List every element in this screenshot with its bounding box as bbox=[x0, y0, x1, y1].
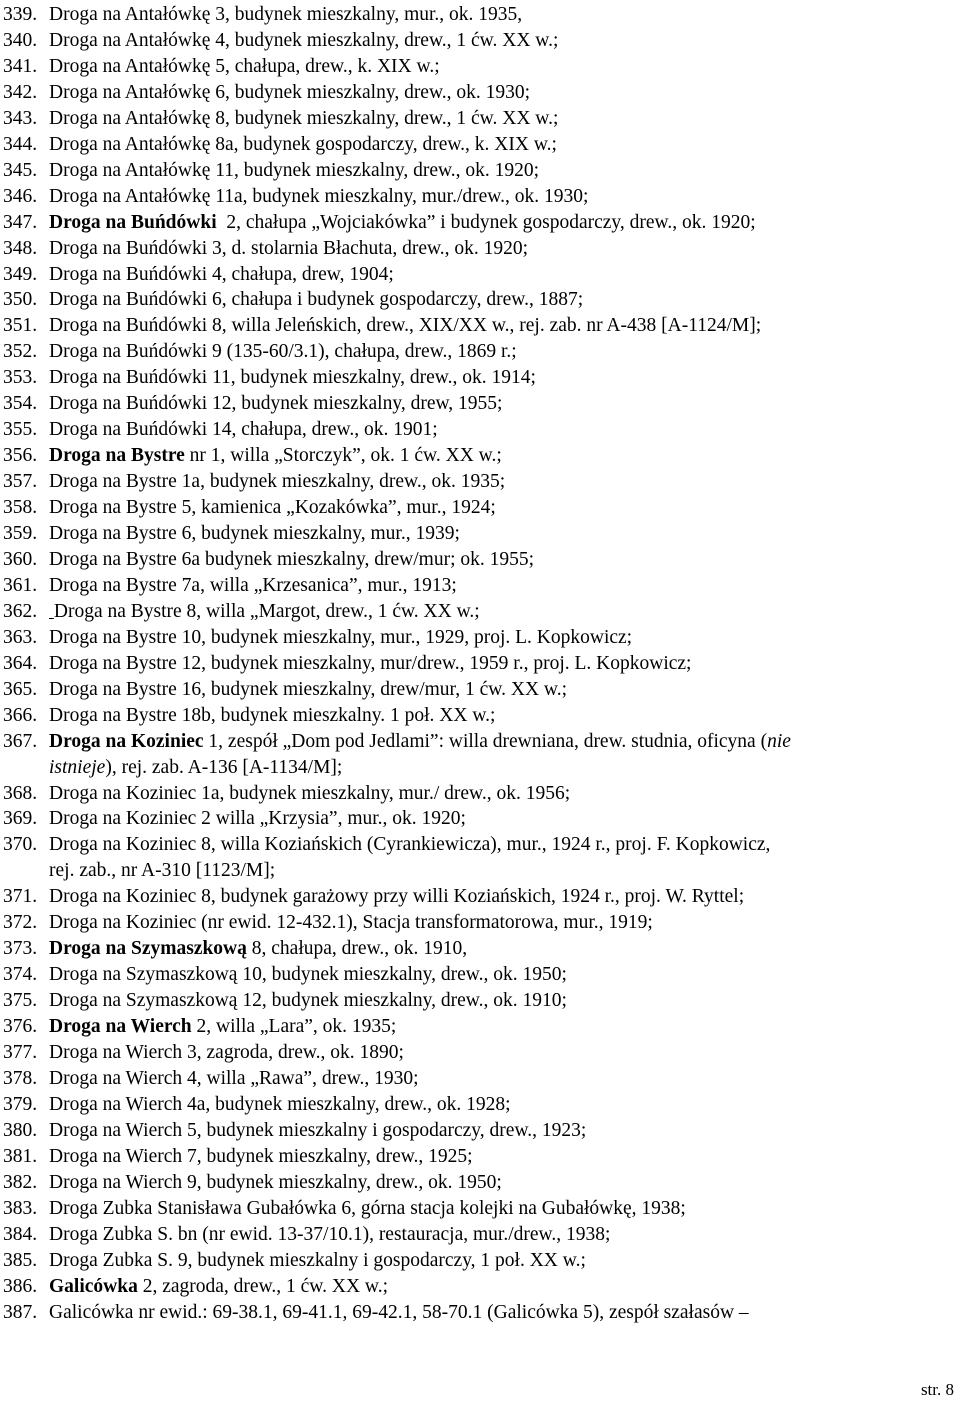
item-fragment: Droga na Buńdówki 8, willa Jeleńskich, drew., XIX/XX w., rej. zab. nr A-438 [A-1124/M]; bbox=[49, 315, 762, 337]
item-text bbox=[49, 80, 530, 106]
list-item bbox=[3, 651, 953, 677]
list-item bbox=[3, 599, 953, 625]
item-fragment: 8, chałupa, drew., ok. 1910, bbox=[246, 938, 468, 960]
item-fragment: Droga na Bystre 6, budynek mieszkalny, mur., 1939; bbox=[49, 523, 460, 544]
list-item bbox=[3, 832, 953, 858]
list-item bbox=[3, 806, 953, 832]
list-item bbox=[3, 495, 953, 521]
list-item bbox=[3, 1170, 953, 1196]
item-text bbox=[49, 755, 342, 781]
item-number: 377. bbox=[3, 1042, 38, 1063]
item-emphasis: nie bbox=[767, 730, 791, 752]
item-number: 378. bbox=[3, 1067, 38, 1089]
item-number: 341. bbox=[3, 55, 38, 77]
item-text bbox=[49, 313, 761, 339]
item-number: 357. bbox=[3, 471, 38, 493]
item-text bbox=[49, 1196, 686, 1222]
item-fragment: Droga na Antałówkę 4, budynek mieszkalny, drew., 1 ćw. XX w.; bbox=[49, 29, 559, 51]
list-item bbox=[3, 106, 953, 132]
item-text bbox=[49, 521, 460, 547]
item-number: 384. bbox=[3, 1223, 38, 1245]
item-number: 361. bbox=[3, 574, 38, 596]
item-text bbox=[49, 2, 522, 28]
item-number: 355. bbox=[3, 419, 38, 441]
item-number: 386. bbox=[3, 1275, 38, 1297]
item-text bbox=[49, 962, 567, 988]
item-fragment: Droga na Buńdówki 9 (135-60/3.1), chałupa, drew., 1869 r.; bbox=[49, 341, 517, 363]
item-number: 363. bbox=[3, 626, 38, 648]
list-item bbox=[3, 1118, 953, 1144]
item-text bbox=[49, 391, 502, 417]
item-number: 379. bbox=[3, 1093, 38, 1115]
item-text bbox=[49, 599, 480, 625]
item-fragment: Droga na Bystre 7a, willa „Krzesanica”, mur., 1913; bbox=[49, 574, 457, 596]
item-fragment: Droga na Antałówkę 8a, budynek gospodarczy, drew., k. XIX w.; bbox=[49, 133, 557, 155]
item-fragment: Droga na Bystre 12, budynek mieszkalny, mur/drew., 1959 r., proj. L. Kopkowicz; bbox=[49, 652, 692, 674]
list-item bbox=[3, 547, 953, 573]
item-number: 360. bbox=[3, 548, 38, 570]
item-number: 345. bbox=[3, 159, 38, 181]
item-text bbox=[49, 651, 691, 677]
list-item bbox=[3, 313, 953, 339]
item-number: 381. bbox=[3, 1145, 38, 1167]
item-fragment: Droga na Bystre 5, kamienica „Kozakówka”, mur., 1924; bbox=[49, 497, 496, 519]
list-item bbox=[3, 184, 953, 210]
item-number: 372. bbox=[3, 912, 38, 934]
item-text bbox=[49, 729, 791, 755]
list-item bbox=[3, 988, 953, 1014]
item-heading: Droga na Koziniec bbox=[49, 730, 204, 752]
item-fragment: Droga na Bystre 1a, budynek mieszkalny, drew., ok. 1935; bbox=[49, 471, 506, 493]
item-fragment: Droga na Buńdówki 3, d. stolarnia Błachuta, drew., ok. 1920; bbox=[49, 237, 529, 259]
item-fragment: Droga Zubka S. 9, budynek mieszkalny i gospodarczy, 1 poł. XX w.; bbox=[49, 1249, 586, 1271]
item-fragment: ), rej. zab. A-136 [A-1134/M]; bbox=[105, 756, 343, 778]
item-heading: Droga na Bystre bbox=[49, 445, 185, 467]
item-fragment: Droga na Wierch 9, budynek mieszkalny, drew., ok. 1950; bbox=[49, 1171, 502, 1193]
item-fragment: Droga na Buńdówki 12, budynek mieszkalny, drew, 1955; bbox=[49, 393, 503, 415]
list-item bbox=[3, 1274, 953, 1300]
list-item bbox=[3, 729, 953, 755]
item-fragment: Droga na Szymaszkową 12, budynek mieszkalny, drew., ok. 1910; bbox=[49, 990, 567, 1012]
item-number: 358. bbox=[3, 497, 38, 519]
list-item bbox=[3, 210, 953, 236]
item-fragment: rej. zab., nr A-310 [1123/M]; bbox=[49, 860, 276, 882]
item-text bbox=[49, 936, 467, 962]
item-text bbox=[49, 1144, 473, 1170]
item-fragment: Droga na Koziniec 8, budynek garażowy przy willi Koziańskich, 1924 r., proj. W. Ryttel; bbox=[49, 886, 745, 908]
list-item bbox=[3, 910, 953, 936]
item-fragment: Droga na Koziniec (nr ewid. 12-432.1), Stacja transformatorowa, mur., 1919; bbox=[49, 912, 653, 934]
item-fragment: Galicówka nr ewid.: 69-38.1, 69-41.1, 69-42.1, 58-70.1 (Galicówka 5), zespół szałasów – bbox=[49, 1301, 749, 1323]
item-number: 351. bbox=[3, 315, 38, 337]
item-text bbox=[49, 236, 528, 262]
list-item bbox=[3, 262, 953, 288]
item-fragment: Droga na Koziniec 1a, budynek mieszkalny, mur./ drew., ok. 1956; bbox=[49, 782, 571, 804]
item-number: 342. bbox=[3, 81, 38, 103]
item-text bbox=[49, 417, 438, 443]
item-text bbox=[49, 365, 536, 391]
item-fragment: 2, chałupa „Wojciakówka” i budynek gospodarczy, drew., ok. 1920; bbox=[216, 211, 756, 233]
item-fragment: Droga na Bystre 18b, budynek mieszkalny. 1 poł. XX w.; bbox=[49, 704, 496, 726]
item-fragment: Droga na Buńdówki 6, chałupa i budynek gospodarczy, drew., 1887; bbox=[49, 289, 584, 311]
item-fragment: Droga na Antałówkę 5, chałupa, drew., k. XIX w.; bbox=[49, 55, 440, 77]
item-fragment: Droga na Koziniec 8, willa Koziańskich (Cyrankiewicza), mur., 1924 r., proj. F. Kopkowicz, bbox=[49, 834, 771, 856]
item-text bbox=[49, 1274, 388, 1300]
item-fragment: Droga na Bystre 6a budynek mieszkalny, drew/mur; ok. 1955; bbox=[49, 548, 535, 570]
list-item bbox=[3, 391, 953, 417]
item-text bbox=[49, 1092, 511, 1118]
list-item bbox=[3, 443, 953, 469]
item-text bbox=[49, 262, 394, 288]
item-text bbox=[49, 547, 534, 573]
list-item bbox=[3, 1196, 953, 1222]
list-item bbox=[3, 132, 953, 158]
item-text bbox=[49, 469, 505, 495]
item-number: 366. bbox=[3, 704, 38, 726]
item-heading: Droga na Wierch bbox=[49, 1016, 192, 1038]
list-item bbox=[3, 80, 953, 106]
item-text bbox=[49, 1118, 586, 1144]
item-number: 387. bbox=[3, 1301, 38, 1323]
list-item bbox=[3, 703, 953, 729]
list-item bbox=[3, 781, 953, 807]
item-number: 370. bbox=[3, 834, 38, 856]
item-text bbox=[49, 573, 457, 599]
list-item bbox=[3, 521, 953, 547]
item-number: 375. bbox=[3, 990, 38, 1012]
list-item bbox=[3, 28, 953, 54]
item-heading: Droga na Szymaszkową bbox=[49, 938, 247, 960]
item-text bbox=[49, 28, 558, 54]
item-text bbox=[49, 339, 517, 365]
item-text bbox=[49, 1040, 404, 1066]
list-item bbox=[3, 1248, 953, 1274]
item-text bbox=[49, 858, 275, 884]
list-item bbox=[3, 54, 953, 80]
list-item bbox=[3, 1014, 953, 1040]
list-item bbox=[3, 884, 953, 910]
item-text bbox=[49, 1066, 419, 1092]
item-number: 356. bbox=[3, 445, 38, 467]
item-text bbox=[49, 832, 770, 858]
item-number: 383. bbox=[3, 1197, 38, 1219]
item-number: 343. bbox=[3, 107, 38, 129]
item-text bbox=[49, 703, 495, 729]
item-fragment: Droga na Wierch 4, willa „Rawa”, drew., 1930; bbox=[49, 1067, 419, 1089]
item-fragment: Droga na Buńdówki 14, chałupa, drew., ok. 1901; bbox=[49, 419, 438, 441]
list-item bbox=[3, 1300, 953, 1326]
list-item bbox=[3, 365, 953, 391]
item-number: 350. bbox=[3, 289, 38, 311]
item-fragment: Droga na Antałówkę 11a, budynek mieszkalny, mur./drew., ok. 1930; bbox=[49, 185, 589, 207]
item-number: 374. bbox=[3, 964, 38, 986]
item-fragment: Droga na Buńdówki 4, chałupa, drew, 1904; bbox=[49, 263, 394, 285]
item-number: 376. bbox=[3, 1016, 38, 1038]
list-item bbox=[3, 1066, 953, 1092]
list-item-continuation bbox=[3, 858, 953, 884]
item-number: 339. bbox=[3, 4, 38, 25]
item-fragment: Droga na Szymaszkową 10, budynek mieszkalny, drew., ok. 1950; bbox=[49, 964, 567, 986]
list-item bbox=[3, 936, 953, 962]
item-text bbox=[49, 1248, 586, 1274]
item-heading: Droga na Buńdówki bbox=[49, 211, 217, 233]
item-number: 353. bbox=[3, 367, 38, 389]
item-fragment: Droga na Antałówkę 3, budynek mieszkalny, mur., ok. 1935, bbox=[49, 4, 523, 25]
item-fragment: Droga na Buńdówki 11, budynek mieszkalny, drew., ok. 1914; bbox=[49, 367, 536, 389]
item-fragment: Droga na Koziniec 2 willa „Krzysia”, mur., ok. 1920; bbox=[49, 808, 466, 830]
item-number: 348. bbox=[3, 237, 38, 259]
item-text bbox=[49, 158, 539, 184]
item-text bbox=[49, 806, 466, 832]
item-fragment: Droga na Antałówkę 6, budynek mieszkalny, drew., ok. 1930; bbox=[49, 81, 531, 103]
item-text bbox=[49, 884, 744, 910]
item-number: 368. bbox=[3, 782, 38, 804]
list-item bbox=[3, 625, 953, 651]
item-text bbox=[49, 677, 567, 703]
item-text bbox=[49, 495, 496, 521]
list-item bbox=[3, 287, 953, 313]
list-item bbox=[3, 339, 953, 365]
list-item bbox=[3, 158, 953, 184]
item-number: 369. bbox=[3, 808, 38, 830]
item-text bbox=[49, 1222, 610, 1248]
item-text bbox=[49, 988, 567, 1014]
item-fragment: Droga Zubka Stanisława Gubałówka 6, górna stacja kolejki na Gubałówkę, 1938; bbox=[49, 1197, 686, 1219]
list-item bbox=[3, 677, 953, 703]
item-fragment: Droga na Bystre 10, budynek mieszkalny, mur., 1929, proj. L. Kopkowicz; bbox=[49, 626, 633, 648]
item-fragment: 2, willa „Lara”, ok. 1935; bbox=[191, 1016, 397, 1038]
item-number: 367. bbox=[3, 730, 38, 752]
item-number: 382. bbox=[3, 1171, 38, 1193]
item-text bbox=[49, 287, 583, 313]
item-text bbox=[49, 781, 570, 807]
item-text bbox=[49, 184, 588, 210]
item-number: 380. bbox=[3, 1119, 38, 1141]
item-number: 340. bbox=[3, 29, 38, 51]
item-text bbox=[49, 54, 440, 80]
item-fragment: 2, zagroda, drew., 1 ćw. XX w.; bbox=[137, 1275, 389, 1297]
item-number: 371. bbox=[3, 886, 38, 908]
page-number: str. 8 bbox=[920, 1380, 954, 1399]
item-fragment: nr 1, willa „Storczyk”, ok. 1 ćw. XX w.; bbox=[184, 445, 502, 467]
item-text bbox=[49, 910, 653, 936]
item-number: 347. bbox=[3, 211, 38, 233]
item-fragment: Droga na Wierch 7, budynek mieszkalny, drew., 1925; bbox=[49, 1145, 473, 1167]
item-number: 349. bbox=[3, 263, 38, 285]
item-fragment: Droga na Antałówkę 8, budynek mieszkalny, drew., 1 ćw. XX w.; bbox=[49, 107, 559, 129]
list-item-continuation bbox=[3, 755, 953, 781]
item-emphasis: istnieje bbox=[49, 756, 106, 778]
list-item bbox=[3, 1092, 953, 1118]
item-text bbox=[49, 1170, 502, 1196]
list-item bbox=[3, 573, 953, 599]
item-number: 354. bbox=[3, 393, 38, 415]
item-text bbox=[49, 625, 632, 651]
list-item bbox=[3, 417, 953, 443]
item-text bbox=[49, 106, 558, 132]
item-fragment: Droga na Bystre 8, willa „Margot, drew., 1 ćw. XX w.; bbox=[53, 600, 480, 622]
list-item bbox=[3, 1040, 953, 1066]
item-fragment: 1, zespół „Dom pod Jedlami”: willa drewniana, drew. studnia, oficyna ( bbox=[203, 730, 768, 752]
list-item bbox=[3, 1222, 953, 1248]
item-number: 344. bbox=[3, 133, 38, 155]
list-item bbox=[3, 236, 953, 262]
item-fragment: Droga na Wierch 3, zagroda, drew., ok. 1890; bbox=[49, 1042, 404, 1063]
item-number: 362. bbox=[3, 600, 38, 622]
item-heading: Galicówka bbox=[49, 1275, 138, 1297]
item-text bbox=[49, 132, 557, 158]
item-fragment: Droga na Wierch 4a, budynek mieszkalny, drew., ok. 1928; bbox=[49, 1093, 511, 1115]
item-text bbox=[49, 443, 502, 469]
list-item bbox=[3, 2, 953, 28]
item-number: 352. bbox=[3, 341, 38, 363]
item-fragment: Droga Zubka S. bn (nr ewid. 13-37/10.1), restauracja, mur./drew., 1938; bbox=[49, 1223, 611, 1245]
list-item bbox=[3, 962, 953, 988]
item-number: 359. bbox=[3, 523, 38, 544]
item-text bbox=[49, 1014, 396, 1040]
item-fragment: Droga na Bystre 16, budynek mieszkalny, drew/mur, 1 ćw. XX w.; bbox=[49, 678, 568, 700]
item-number: 373. bbox=[3, 938, 38, 960]
item-number: 364. bbox=[3, 652, 38, 674]
item-number: 346. bbox=[3, 185, 38, 207]
list-item bbox=[3, 1144, 953, 1170]
item-text bbox=[49, 1300, 749, 1326]
item-fragment: Droga na Antałówkę 11, budynek mieszkalny, drew., ok. 1920; bbox=[49, 159, 540, 181]
item-text bbox=[49, 210, 756, 236]
list-item bbox=[3, 469, 953, 495]
item-fragment: Droga na Wierch 5, budynek mieszkalny i gospodarczy, drew., 1923; bbox=[49, 1119, 587, 1141]
item-number: 365. bbox=[3, 678, 38, 700]
item-number: 385. bbox=[3, 1249, 38, 1271]
